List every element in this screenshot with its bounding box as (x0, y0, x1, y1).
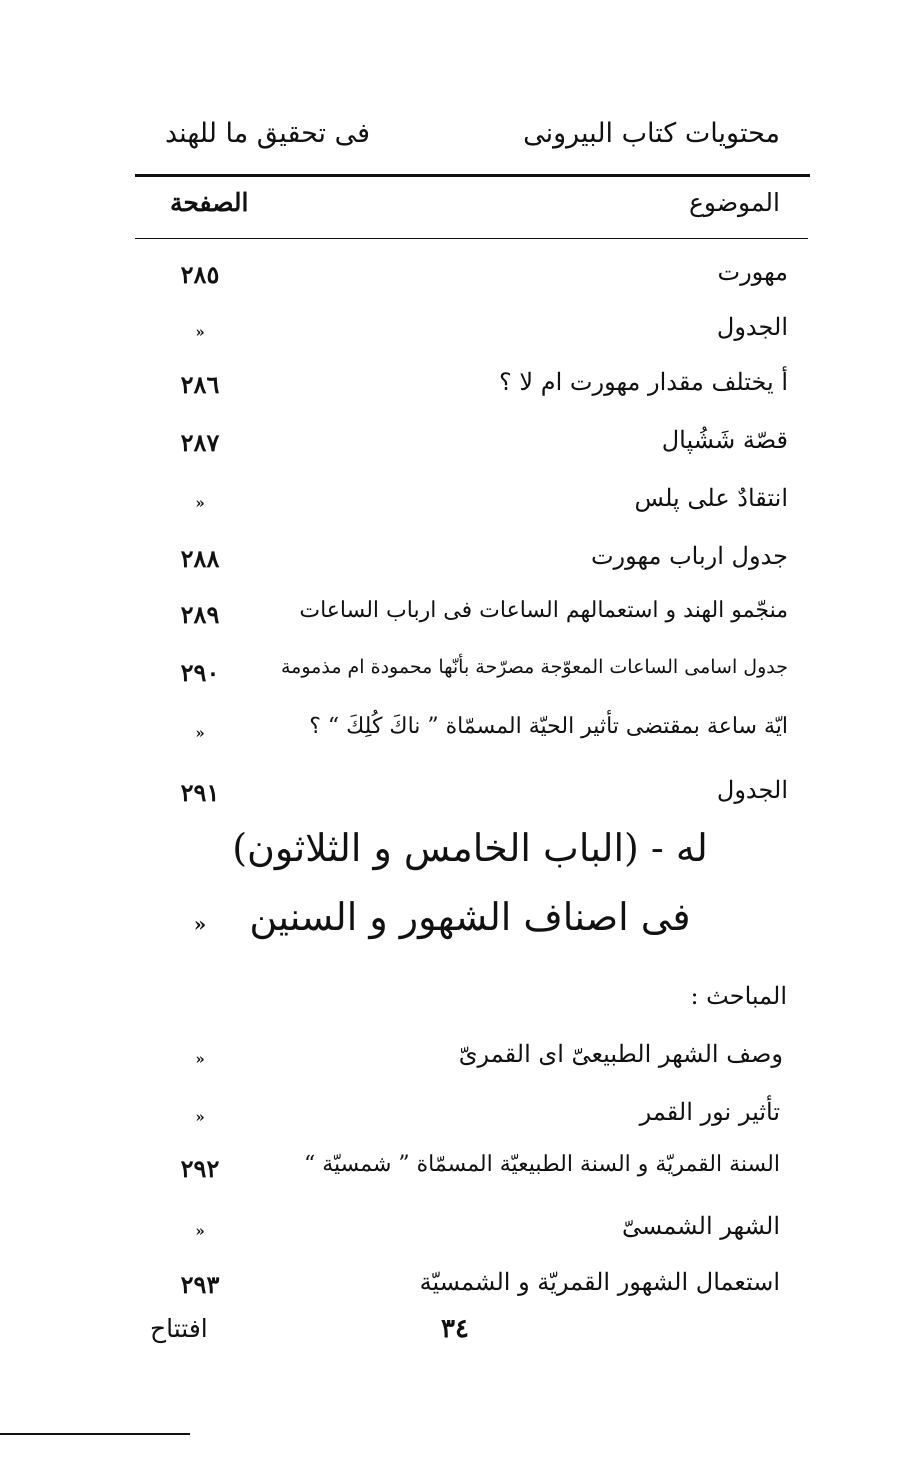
column-header-topic: الموضوع (689, 188, 780, 217)
toc-page-number: ٢٨٩ (180, 600, 220, 629)
toc-row (0, 1098, 915, 1138)
toc-topic: استعمال الشهور القمريّة و الشمسيّة (419, 1268, 780, 1296)
toc-topic: قصّة شَشُپال (661, 426, 788, 454)
toc-page-number: ٢٨٧ (180, 428, 220, 457)
chapter-number-heading: له - (الباب الخامس و الثلاثون) (232, 826, 708, 870)
header-rule (135, 174, 810, 177)
toc-page-number: ٢٨٥ (180, 260, 220, 289)
toc-ditto-mark: » (195, 1050, 205, 1068)
subsection-heading: المباحث : (690, 982, 787, 1010)
toc-topic: الجدول (716, 313, 788, 341)
toc-row (0, 656, 915, 696)
chapter-ditto-mark: » (193, 912, 207, 936)
toc-topic: وصف الشهر الطبيعىّ اى القمرىّ (458, 1040, 783, 1068)
page-folio: ٣٤ (441, 1314, 469, 1344)
footer-rule (0, 1433, 190, 1435)
toc-row (0, 1040, 915, 1080)
running-head-subtitle: فى تحقيق ما للهند (165, 118, 371, 149)
toc-page-number: ٢٩١ (180, 778, 220, 807)
toc-row (0, 542, 915, 582)
toc-page-number: ٢٩٠ (180, 658, 220, 687)
toc-row (0, 313, 915, 353)
toc-topic: منجّمو الهند و استعمالهم الساعات فى ارباب الساعات (299, 598, 788, 623)
catchword: افتتاح (150, 1314, 208, 1343)
chapter-title-heading: فى اصناف الشهور و السنين (249, 895, 691, 939)
toc-ditto-mark: » (195, 494, 205, 512)
toc-topic: الجدول (716, 776, 788, 804)
toc-topic: أ يختلف مقدار مهورت ام لا ؟ (499, 368, 788, 396)
column-header-page: الصفحة (170, 188, 249, 217)
toc-row (0, 714, 915, 754)
toc-page-number: ٢٩٣ (180, 1270, 220, 1299)
toc-page-number: ٢٨٨ (180, 544, 220, 573)
toc-topic: السنة القمريّة و السنة الطبيعيّة المسمّاة ” شمسيّة “ (303, 1152, 780, 1177)
toc-row (0, 258, 915, 298)
toc-row (0, 776, 915, 816)
toc-topic: الشهر الشمسىّ (621, 1212, 780, 1240)
toc-row (0, 368, 915, 408)
toc-topic: تأثير نور القمر (639, 1098, 780, 1126)
toc-page-number: ٢٩٢ (180, 1154, 220, 1183)
toc-row (0, 1268, 915, 1308)
toc-row (0, 598, 915, 638)
toc-ditto-mark: » (195, 724, 205, 742)
toc-ditto-mark: » (195, 1222, 205, 1240)
toc-row (0, 1152, 915, 1192)
toc-page-number: ٢٨٦ (180, 370, 220, 399)
toc-topic: مهورت (717, 258, 788, 286)
column-header-rule (135, 238, 808, 239)
toc-row (0, 1212, 915, 1252)
toc-topic: ايّة ساعة بمقتضى تأثير الحيّة المسمّاة ” ناكَ كُلِكَ “ ؟ (309, 714, 788, 739)
toc-topic: جدول ارباب مهورت (590, 542, 788, 570)
toc-ditto-mark: » (195, 1108, 205, 1126)
running-head-book-title: محتويات كتاب البيرونى (523, 118, 780, 149)
toc-topic: جدول اسامى الساعات المعوّجة مصرّحة بأنّها محمودة ام مذمومة (281, 656, 788, 678)
toc-row (0, 484, 915, 524)
toc-row (0, 426, 915, 466)
toc-ditto-mark: » (195, 323, 205, 341)
toc-topic: انتقادٌ على پلس (634, 484, 788, 512)
